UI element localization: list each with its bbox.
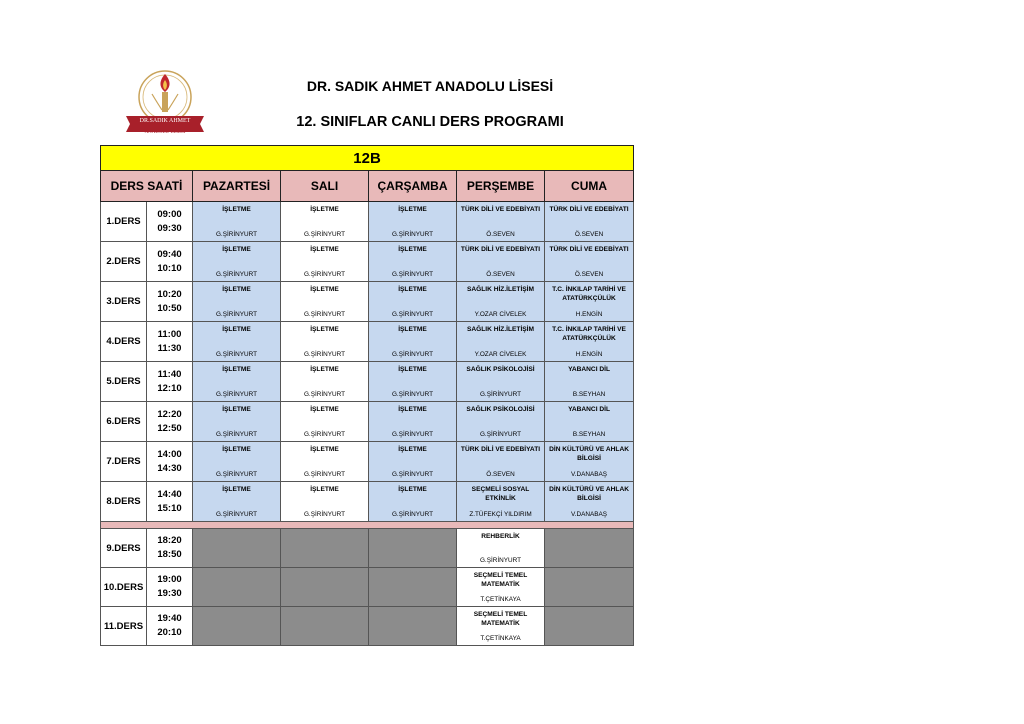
- lesson-cell: [545, 362, 634, 402]
- teacher-name: H.ENGİN: [575, 311, 603, 318]
- header-day: CUMA: [545, 171, 634, 202]
- lesson-number: 6.DERS: [101, 402, 147, 442]
- lesson-number: 7.DERS: [101, 442, 147, 482]
- lesson-name: SAĞLIK PSİKOLOJİSİ: [466, 406, 535, 413]
- lesson-cell: [369, 202, 457, 242]
- teacher-name: G.ŞİRİNYURT: [391, 511, 434, 518]
- school-name: DR. SADIK AHMET ANADOLU LİSESİ: [306, 78, 554, 94]
- table-row: [101, 362, 634, 402]
- end-time: 10:10: [157, 262, 182, 274]
- lesson-name: İŞLETME: [222, 286, 251, 293]
- lesson-name: T.C. İNKILAP TARİHİ VE ATATÜRKÇÜLÜK: [552, 286, 626, 302]
- empty-cell: [545, 529, 634, 568]
- lesson-cell: [281, 482, 369, 522]
- lesson-cell: [193, 402, 281, 442]
- lesson-name: İŞLETME: [222, 486, 251, 493]
- start-time: 19:40: [157, 613, 182, 624]
- lesson-cell: [193, 242, 281, 282]
- end-time: 18:50: [157, 549, 182, 560]
- empty-cell: [281, 607, 369, 646]
- lesson-name: İŞLETME: [310, 366, 339, 373]
- start-time: 11:00: [157, 328, 182, 340]
- lesson-cell: [193, 442, 281, 482]
- lesson-cell: [457, 442, 545, 482]
- teacher-name: G.ŞİRİNYURT: [215, 471, 258, 478]
- end-time: 11:30: [157, 342, 182, 354]
- lesson-name: SAĞLIK PSİKOLOJİSİ: [466, 366, 535, 373]
- lesson-cell: [281, 282, 369, 322]
- teacher-name: G.ŞİRİNYURT: [215, 231, 258, 238]
- lesson-cell: [457, 242, 545, 282]
- lesson-cell: [369, 322, 457, 362]
- teacher-name: Ö.SEVEN: [574, 271, 604, 278]
- lesson-cell: [545, 442, 634, 482]
- lesson-name: REHBERLİK: [481, 533, 520, 540]
- lesson-cell: [281, 442, 369, 482]
- table-row: [101, 242, 634, 282]
- teacher-name: G.ŞİRİNYURT: [303, 391, 346, 398]
- lesson-cell: [457, 482, 545, 522]
- end-time: 12:50: [157, 422, 182, 434]
- lesson-name: İŞLETME: [222, 406, 251, 413]
- lesson-name: İŞLETME: [398, 366, 427, 373]
- table-row: [101, 282, 634, 322]
- header-day: PERŞEMBE: [457, 171, 545, 202]
- teacher-name: G.ŞİRİNYURT: [391, 351, 434, 358]
- lesson-name: SAĞLIK HİZ.İLETİŞİM: [466, 326, 535, 333]
- time-range: [147, 482, 193, 522]
- time-range: [147, 282, 193, 322]
- lesson-name: İŞLETME: [310, 486, 339, 493]
- lesson-cell: [281, 402, 369, 442]
- lesson-cell: [457, 282, 545, 322]
- separator: [101, 522, 634, 529]
- teacher-name: G.ŞİRİNYURT: [215, 271, 258, 278]
- teacher-name: Y.OZAR CİVELEK: [474, 351, 527, 358]
- teacher-name: G.ŞİRİNYURT: [479, 431, 522, 438]
- lesson-number: 11.DERS: [101, 607, 147, 646]
- teacher-name: G.ŞİRİNYURT: [303, 271, 346, 278]
- teacher-name: G.ŞİRİNYURT: [391, 271, 434, 278]
- end-time: 14:30: [157, 462, 182, 474]
- empty-cell: [545, 568, 634, 607]
- teacher-name: V.DANABAŞ: [571, 511, 608, 518]
- time-range: [147, 607, 193, 646]
- empty-cell: [281, 568, 369, 607]
- lesson-number: 9.DERS: [101, 529, 147, 568]
- start-time: 10:20: [157, 288, 182, 300]
- table-row: [101, 607, 634, 646]
- teacher-name: G.ŞİRİNYURT: [391, 231, 434, 238]
- lesson-number: 1.DERS: [101, 202, 147, 242]
- lesson-cell: [545, 202, 634, 242]
- lesson-cell: [457, 362, 545, 402]
- lesson-cell: [545, 242, 634, 282]
- lesson-name: TÜRK DİLİ VE EDEBİYATI: [460, 206, 541, 213]
- end-time: 19:30: [157, 588, 182, 599]
- lesson-cell: [545, 482, 634, 522]
- start-time: 12:20: [157, 408, 182, 420]
- teacher-name: G.ŞİRİNYURT: [303, 471, 346, 478]
- school-logo: [122, 64, 208, 140]
- lesson-cell: [369, 362, 457, 402]
- lesson-name: T.C. İNKILAP TARİHİ VE ATATÜRKÇÜLÜK: [552, 326, 626, 342]
- lesson-cell: [369, 442, 457, 482]
- lesson-name: İŞLETME: [222, 446, 251, 453]
- lesson-cell: [545, 282, 634, 322]
- time-range: [147, 202, 193, 242]
- header-row: [101, 171, 634, 202]
- program-title: 12. SINIFLAR CANLI DERS PROGRAMI: [296, 114, 564, 130]
- table-row: [101, 202, 634, 242]
- teacher-name: G.ŞİRİNYURT: [391, 391, 434, 398]
- end-time: 10:50: [157, 302, 182, 314]
- lesson-name: SAĞLIK HİZ.İLETİŞİM: [466, 286, 535, 293]
- lesson-name: İŞLETME: [310, 446, 339, 453]
- teacher-name: G.ŞİRİNYURT: [391, 431, 434, 438]
- lesson-number: 2.DERS: [101, 242, 147, 282]
- teacher-name: T.ÇETİNKAYA: [480, 596, 521, 603]
- header-day: PAZARTESİ: [193, 171, 281, 202]
- teacher-name: G.ŞİRİNYURT: [391, 471, 434, 478]
- empty-cell: [369, 607, 457, 646]
- start-time: 11:40: [157, 368, 182, 380]
- lesson-cell: [369, 282, 457, 322]
- lesson-name: SEÇMELİ TEMEL MATEMATİK: [473, 572, 528, 588]
- table-row: [101, 529, 634, 568]
- empty-cell: [193, 568, 281, 607]
- lesson-cell: [193, 362, 281, 402]
- lesson-name: İŞLETME: [398, 286, 427, 293]
- teacher-name: B.SEYHAN: [572, 431, 606, 438]
- teacher-name: G.ŞİRİNYURT: [303, 351, 346, 358]
- logo-text-top: DR.SADIK AHMET: [139, 118, 191, 124]
- lesson-name: YABANCI DİL: [568, 406, 610, 413]
- teacher-name: Y.OZAR CİVELEK: [474, 311, 527, 318]
- lesson-name: İŞLETME: [222, 246, 251, 253]
- lesson-cell: [457, 568, 545, 607]
- start-time: 14:00: [157, 448, 182, 460]
- lesson-cell: [369, 242, 457, 282]
- teacher-name: B.SEYHAN: [572, 391, 606, 398]
- lesson-name: TÜRK DİLİ VE EDEBİYATI: [549, 206, 629, 213]
- teacher-name: G.ŞİRİNYURT: [303, 231, 346, 238]
- lesson-name: İŞLETME: [310, 206, 339, 213]
- lesson-name: İŞLETME: [222, 326, 251, 333]
- torch-emblem-icon: [122, 64, 208, 140]
- lesson-name: İŞLETME: [398, 446, 427, 453]
- lesson-cell: [281, 242, 369, 282]
- end-time: 20:10: [157, 627, 182, 638]
- separator-row: [101, 522, 634, 529]
- lesson-name: İŞLETME: [222, 366, 251, 373]
- teacher-name: G.ŞİRİNYURT: [479, 557, 522, 564]
- lesson-cell: [193, 282, 281, 322]
- teacher-name: G.ŞİRİNYURT: [215, 311, 258, 318]
- lesson-name: YABANCI DİL: [568, 366, 610, 373]
- lesson-cell: [281, 362, 369, 402]
- class-name: 12B: [101, 146, 634, 171]
- lesson-number: 5.DERS: [101, 362, 147, 402]
- lesson-name: TÜRK DİLİ VE EDEBİYATI: [460, 246, 541, 253]
- lesson-cell: [369, 482, 457, 522]
- time-range: [147, 322, 193, 362]
- table-row: [101, 402, 634, 442]
- lesson-name: İŞLETME: [398, 246, 427, 253]
- header-day: SALI: [281, 171, 369, 202]
- teacher-name: Ö.SEVEN: [486, 231, 515, 238]
- empty-cell: [193, 607, 281, 646]
- lesson-number: 10.DERS: [101, 568, 147, 607]
- teacher-name: Ö.SEVEN: [486, 271, 515, 278]
- logo-text-bottom: ANADOLU LİSESİ: [144, 130, 186, 135]
- header-day: ÇARŞAMBA: [369, 171, 457, 202]
- empty-cell: [369, 568, 457, 607]
- end-time: 12:10: [157, 382, 182, 394]
- lesson-name: İŞLETME: [398, 486, 427, 493]
- lesson-name: SEÇMELİ TEMEL MATEMATİK: [473, 611, 528, 627]
- table-row: [101, 442, 634, 482]
- lesson-name: DİN KÜLTÜRÜ VE AHLAK BİLGİSİ: [549, 446, 629, 462]
- teacher-name: Ö.SEVEN: [574, 231, 604, 238]
- lesson-number: 3.DERS: [101, 282, 147, 322]
- lesson-number: 4.DERS: [101, 322, 147, 362]
- lesson-cell: [193, 322, 281, 362]
- time-range: [147, 568, 193, 607]
- teacher-name: V.DANABAŞ: [571, 471, 608, 478]
- lesson-cell: [545, 402, 634, 442]
- start-time: 14:40: [157, 488, 182, 500]
- time-range: [147, 529, 193, 568]
- teacher-name: G.ŞİRİNYURT: [303, 431, 346, 438]
- time-range: [147, 402, 193, 442]
- lesson-cell: [193, 202, 281, 242]
- lesson-cell: [369, 402, 457, 442]
- start-time: 09:40: [157, 248, 182, 260]
- start-time: 19:00: [157, 574, 182, 585]
- teacher-name: G.ŞİRİNYURT: [303, 511, 346, 518]
- time-range: [147, 442, 193, 482]
- time-range: [147, 362, 193, 402]
- table-row: [101, 482, 634, 522]
- lesson-name: İŞLETME: [310, 246, 339, 253]
- lesson-name: İŞLETME: [310, 406, 339, 413]
- teacher-name: G.ŞİRİNYURT: [215, 351, 258, 358]
- lesson-name: İŞLETME: [398, 326, 427, 333]
- lesson-name: TÜRK DİLİ VE EDEBİYATI: [549, 246, 629, 253]
- lesson-cell: [193, 482, 281, 522]
- start-time: 09:00: [157, 208, 182, 220]
- empty-cell: [193, 529, 281, 568]
- end-time: 15:10: [157, 502, 182, 514]
- lesson-name: DİN KÜLTÜRÜ VE AHLAK BİLGİSİ: [549, 486, 629, 502]
- lesson-cell: [457, 607, 545, 646]
- lesson-cell: [281, 322, 369, 362]
- schedule-table: [100, 145, 634, 646]
- lesson-cell: [281, 202, 369, 242]
- empty-cell: [545, 607, 634, 646]
- teacher-name: Ö.SEVEN: [486, 471, 515, 478]
- lesson-cell: [457, 402, 545, 442]
- teacher-name: G.ŞİRİNYURT: [215, 391, 258, 398]
- teacher-name: T.ÇETİNKAYA: [480, 635, 521, 642]
- lesson-name: İŞLETME: [310, 326, 339, 333]
- lesson-name: İŞLETME: [310, 286, 339, 293]
- teacher-name: G.ŞİRİNYURT: [391, 311, 434, 318]
- time-range: [147, 242, 193, 282]
- lesson-cell: [457, 202, 545, 242]
- lesson-name: İŞLETME: [398, 406, 427, 413]
- start-time: 18:20: [157, 535, 182, 546]
- lesson-name: SEÇMELİ SOSYAL ETKİNLİK: [471, 486, 530, 502]
- lesson-name: İŞLETME: [398, 206, 427, 213]
- end-time: 09:30: [157, 222, 182, 234]
- teacher-name: Z.TÜFEKÇİ YILDIRIM: [469, 511, 532, 518]
- lesson-number: 8.DERS: [101, 482, 147, 522]
- lesson-name: İŞLETME: [222, 206, 251, 213]
- lesson-cell: [457, 529, 545, 568]
- table-row: [101, 568, 634, 607]
- empty-cell: [369, 529, 457, 568]
- lesson-cell: [457, 322, 545, 362]
- teacher-name: G.ŞİRİNYURT: [215, 511, 258, 518]
- empty-cell: [281, 529, 369, 568]
- table-row: [101, 322, 634, 362]
- teacher-name: G.ŞİRİNYURT: [215, 431, 258, 438]
- lesson-name: TÜRK DİLİ VE EDEBİYATI: [460, 446, 541, 453]
- lesson-cell: [545, 322, 634, 362]
- class-row: [101, 146, 634, 171]
- teacher-name: G.ŞİRİNYURT: [479, 391, 522, 398]
- header-ders-saati: DERS SAATİ: [101, 171, 193, 202]
- teacher-name: G.ŞİRİNYURT: [303, 311, 346, 318]
- teacher-name: H.ENGİN: [575, 351, 603, 358]
